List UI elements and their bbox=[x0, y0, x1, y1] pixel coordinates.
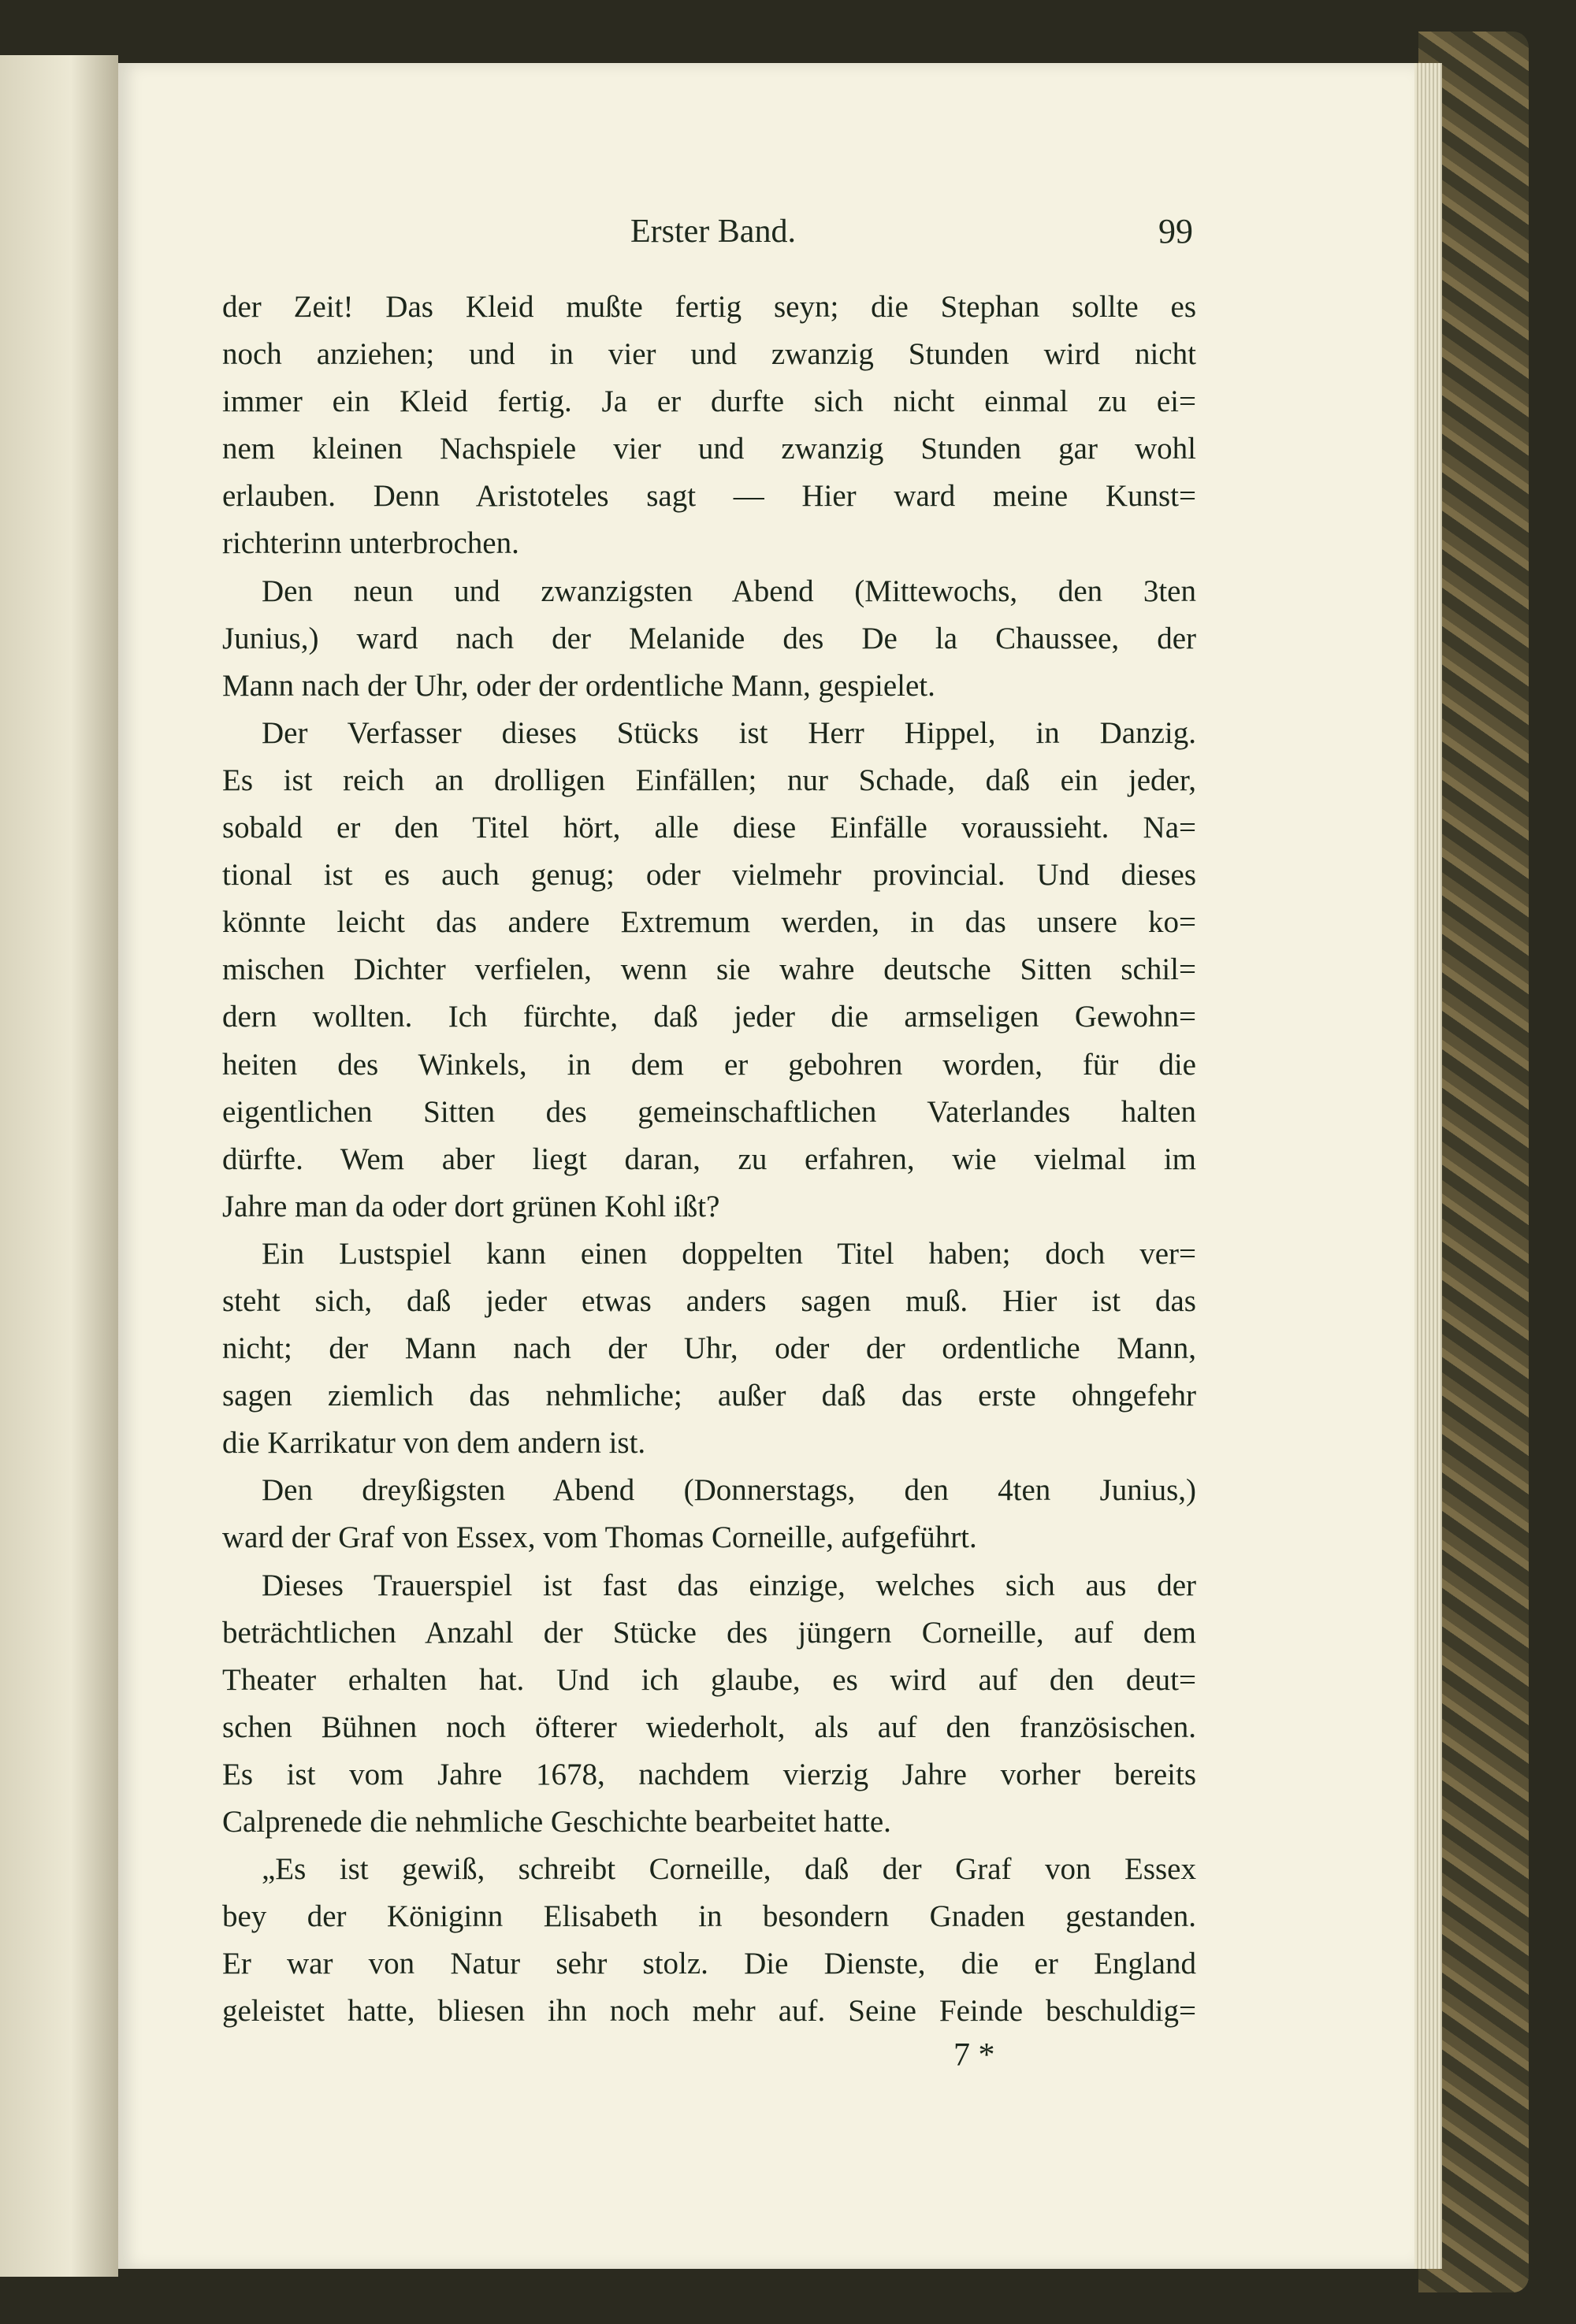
text-line: geleistet hatte, bliesen ihn noch mehr auf. Seine Feinde beschuldig= bbox=[222, 1994, 1196, 2029]
text-line: Es ist vom Jahre 1678, nachdem vierzig Jahre vorher bereits bbox=[222, 1757, 1196, 1791]
text-line: dürfte. Wem aber liegt daran, zu erfahren, wie vielmal im bbox=[222, 1142, 1196, 1176]
text-line: immer ein Kleid fertig. Ja er durfte sich nicht einmal zu ei= bbox=[222, 384, 1196, 419]
text-line: „Es ist gewiß, schreibt Corneille, daß der Graf von Essex bbox=[262, 1852, 1196, 1887]
text-line: mischen Dichter verfielen, wenn sie wahre deutsche Sitten schil= bbox=[222, 952, 1196, 987]
text-line: dern wollten. Ich fürchte, daß jeder die armseligen Gewohn= bbox=[222, 1000, 1196, 1034]
text-line: Den neun und zwanzigsten Abend (Mittewochs, den 3ten bbox=[262, 574, 1196, 608]
text-line: Den dreyßigsten Abend (Donnerstags, den 4ten Junius,) bbox=[262, 1473, 1196, 1508]
facing-left-page bbox=[0, 55, 118, 2277]
text-line: tional ist es auch genug; oder vielmehr provincial. Und dieses bbox=[222, 858, 1196, 893]
text-line: erlauben. Denn Aristoteles sagt — Hier ward meine Kunst= bbox=[222, 479, 1196, 514]
text-line: ward der Graf von Essex, vom Thomas Corneille, aufgeführt. bbox=[222, 1520, 977, 1555]
text-line: sobald er den Titel hört, alle diese Einfälle voraussieht. Na= bbox=[222, 811, 1196, 845]
text-line: Dieses Trauerspiel ist fast das einzige, welches sich aus der bbox=[262, 1568, 1196, 1602]
text-line: Junius,) ward nach der Melanide des De la Chaussee, der bbox=[222, 621, 1196, 655]
text-line: schen Bühnen noch öfterer wiederholt, als auf den französischen. bbox=[222, 1710, 1196, 1744]
text-line: Er war von Natur sehr stolz. Die Dienste, die er England bbox=[222, 1947, 1196, 1981]
text-line: nicht; der Mann nach der Uhr, oder der ordentliche Mann, bbox=[222, 1331, 1196, 1366]
text-line: sagen ziemlich das nehmliche; außer daß das erste ohngefehr bbox=[222, 1379, 1196, 1413]
text-line: Calprenede die nehmliche Geschichte bearbeitet hatte. bbox=[222, 1805, 891, 1839]
text-line: steht sich, daß jeder etwas anders sagen muß. Hier ist das bbox=[222, 1283, 1196, 1318]
text-line: eigentlichen Sitten des gemeinschaftlichen Vaterlandes halten bbox=[222, 1094, 1196, 1129]
text-line: Es ist reich an drolligen Einfällen; nur Schade, daß ein jeder, bbox=[222, 763, 1196, 797]
text-line: Theater erhalten hat. Und ich glaube, es wird auf den deut= bbox=[222, 1662, 1196, 1697]
text-line: richterinn unterbrochen. bbox=[222, 526, 519, 561]
text-line: Der Verfasser dieses Stücks ist Herr Hippel, in Danzig. bbox=[262, 715, 1196, 750]
text-line: heiten des Winkels, in dem er gebohren worden, für die bbox=[222, 1047, 1196, 1082]
body-text bbox=[222, 284, 1196, 2035]
page-edges bbox=[1411, 63, 1442, 2269]
text-line: könnte leicht das andere Extremum werden, in das unsere ko= bbox=[222, 905, 1196, 940]
text-line: nem kleinen Nachspiele vier und zwanzig Stunden gar wohl bbox=[222, 432, 1196, 466]
text-line: die Karrikatur von dem andern ist. bbox=[222, 1426, 646, 1461]
text-line: Mann nach der Uhr, oder der ordentliche Mann, gespielet. bbox=[222, 668, 935, 703]
page-number: 99 bbox=[1158, 212, 1193, 251]
signature-mark: 7 * bbox=[953, 2037, 995, 2073]
text-line: Jahre man da oder dort grünen Kohl ißt? bbox=[222, 1189, 720, 1223]
text-line: bey der Königinn Elisabeth in besondern Gnaden gestanden. bbox=[222, 1899, 1196, 1934]
text-line: beträchtlichen Anzahl der Stücke des jüngern Corneille, auf dem bbox=[222, 1615, 1196, 1650]
text-line: Ein Lustspiel kann einen doppelten Titel haben; doch ver= bbox=[262, 1236, 1196, 1271]
text-line: der Zeit! Das Kleid mußte fertig seyn; die Stephan sollte es bbox=[222, 290, 1196, 324]
running-title: Erster Band. bbox=[630, 213, 796, 250]
text-line: noch anziehen; und in vier und zwanzig Stunden wird nicht bbox=[222, 337, 1196, 372]
